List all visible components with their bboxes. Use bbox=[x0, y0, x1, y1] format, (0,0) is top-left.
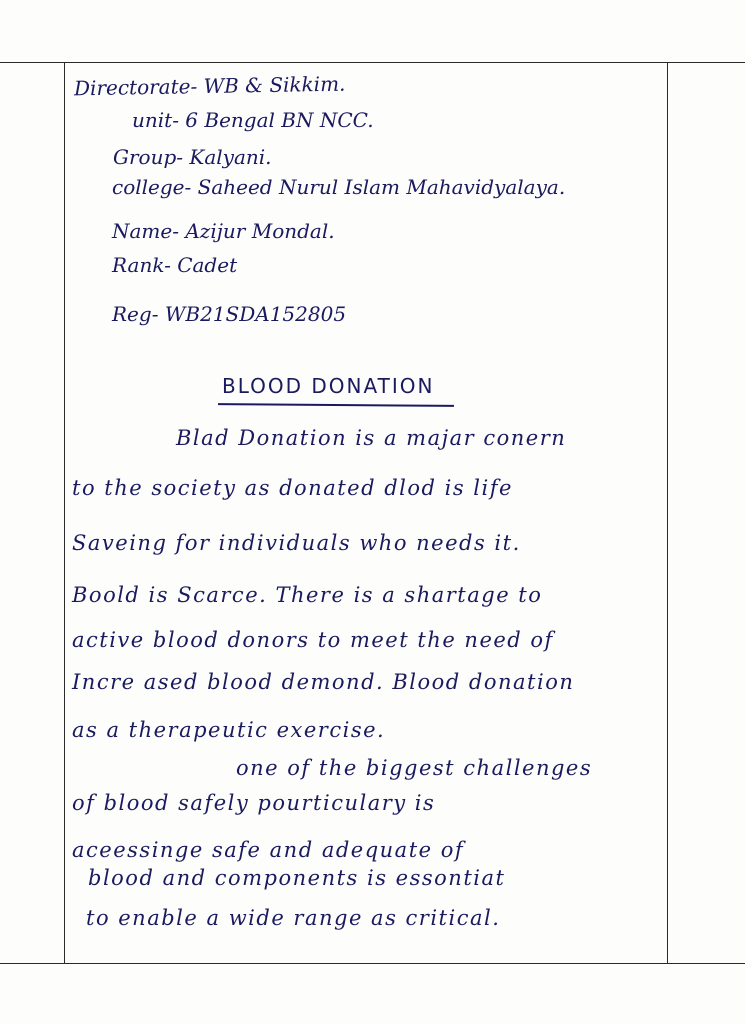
essay-line: one of the biggest challenges bbox=[236, 756, 593, 780]
right-margin-line bbox=[667, 62, 668, 964]
essay-line: as a therapeutic exercise. bbox=[72, 718, 386, 742]
college-line: college- Saheed Nurul Islam Mahavidyalaya. bbox=[112, 175, 566, 199]
title-underline bbox=[218, 403, 454, 406]
unit-line: unit- 6 Bengal BN NCC. bbox=[132, 108, 374, 132]
essay-line: aceessinge safe and adequate of bbox=[72, 838, 465, 862]
essay-line: blood and components is essontiat bbox=[88, 866, 506, 890]
essay-line: Boold is Scarce. There is a shartage to bbox=[72, 583, 543, 607]
directorate-line: Directorate- WB & Sikkim. bbox=[73, 71, 346, 101]
reg-line: Reg- WB21SDA152805 bbox=[112, 302, 347, 326]
essay-line: Saveing for individuals who needs it. bbox=[72, 531, 521, 555]
essay-line: active blood donors to meet the need of bbox=[72, 628, 554, 652]
name-line: Name- Azijur Mondal. bbox=[112, 219, 335, 243]
essay-line: Incre ased blood demond. Blood donation bbox=[72, 670, 575, 694]
essay-line: Blad Donation is a majar conern bbox=[176, 426, 567, 450]
rank-line: Rank- Cadet bbox=[112, 253, 238, 277]
essay-line: to the society as donated dlod is life bbox=[72, 476, 513, 500]
top-margin-line bbox=[0, 62, 745, 63]
essay-line: of blood safely pourticulary is bbox=[72, 791, 436, 815]
left-margin-line bbox=[64, 62, 65, 964]
group-line: Group- Kalyani. bbox=[113, 145, 272, 169]
essay-title: BLOOD DONATION bbox=[222, 374, 435, 398]
essay-line: to enable a wide range as critical. bbox=[86, 906, 501, 930]
bottom-margin-line bbox=[0, 963, 745, 964]
